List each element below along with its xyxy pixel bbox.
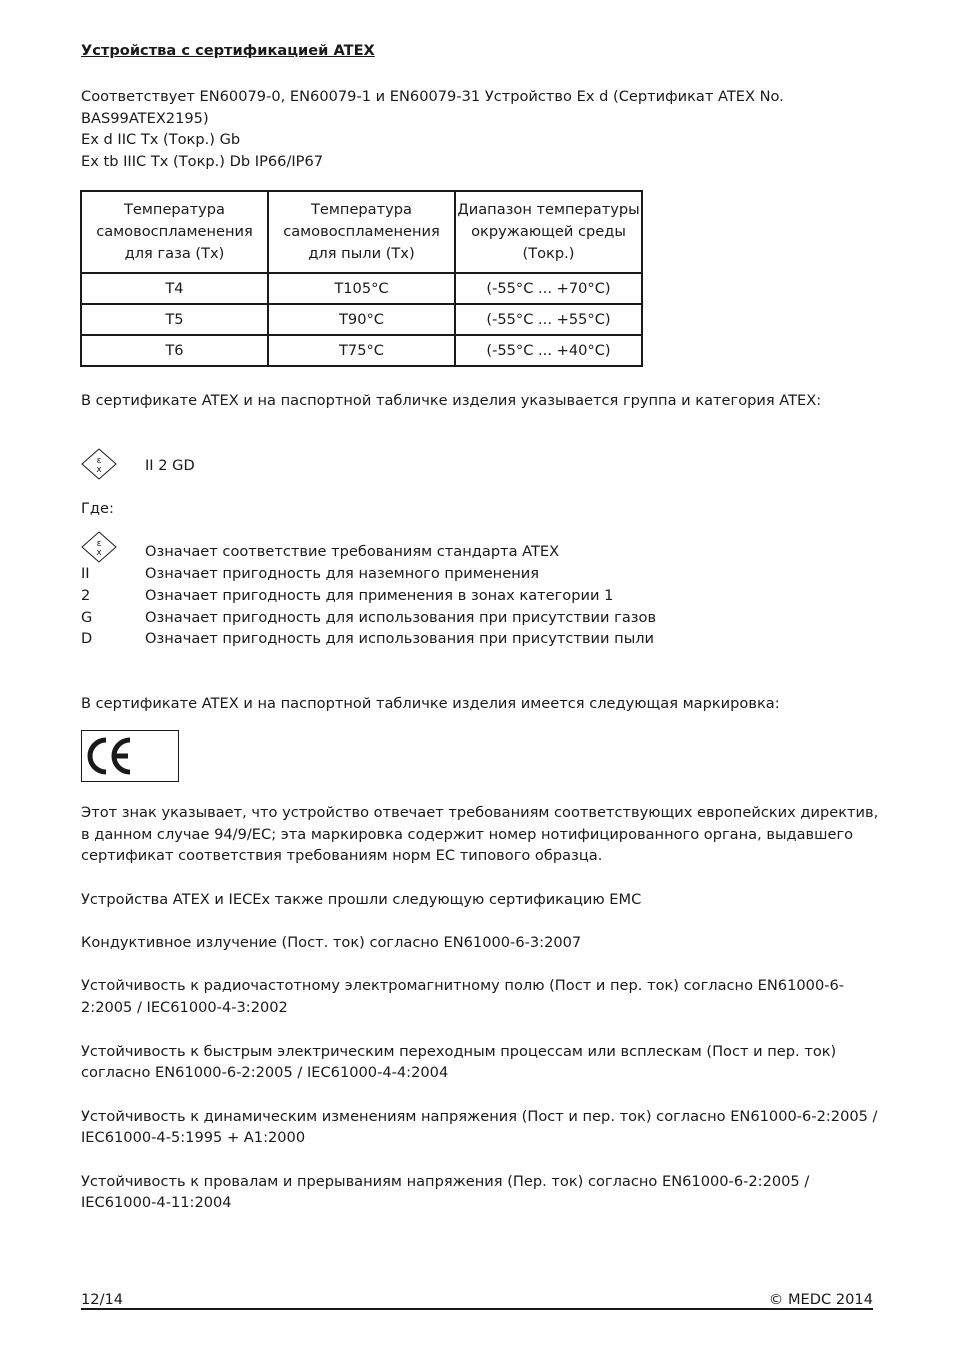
where-label: Где: (81, 500, 114, 517)
legend-item-key: 2 (81, 587, 91, 604)
copyright: © MEDC 2014 (768, 1291, 873, 1308)
section-heading: Устройства с сертификацией ATEX (81, 42, 375, 59)
compliance-line-3: Ex d IIC Tx (Токр.) Gb (81, 131, 241, 148)
table-row (81, 273, 642, 304)
svg-text:ε: ε (96, 539, 102, 549)
table-cell: T75°C (268, 335, 455, 366)
header-line: окружающей среды (471, 223, 626, 240)
compliance-line-1: Соответствует EN60079-0, EN60079-1 и EN60079-31 Устройство Ex d (Сертификат ATEX No. (81, 88, 784, 105)
legend-item-key: G (81, 609, 93, 626)
header-line: (Токр.) (522, 245, 575, 262)
legend-item-key: D (81, 630, 93, 647)
marking-intro: В сертификате ATEX и на паспортной табличке изделия имеется следующая маркировка: (81, 695, 780, 712)
ce-mark-icon (82, 731, 178, 781)
table-cell: T90°C (268, 304, 455, 335)
header-line: для пыли (Tx) (308, 245, 415, 262)
table-cell: (-55°C ... +40°C) (455, 335, 642, 366)
table-cell: (-55°C ... +70°C) (455, 273, 642, 304)
emc-item-1: Кондуктивное излучение (Пост. ток) согласно EN61000-6-3:2007 (81, 934, 582, 951)
svg-text:x: x (96, 465, 102, 475)
table-row (81, 304, 642, 335)
atex-marking: II 2 GD (145, 457, 195, 474)
table-header-cell (455, 191, 642, 273)
table-cell: T5 (81, 304, 268, 335)
temperature-table (80, 190, 643, 367)
atex-intro: В сертификате ATEX и на паспортной табличке изделия указывается группа и категория ATEX: (81, 392, 822, 409)
footer-divider (81, 1308, 873, 1310)
svg-text:x: x (96, 548, 102, 558)
ce-text-line-2: в данном случае 94/9/EC; эта маркировка содержит номер нотифицированного органа, выдавшего (81, 826, 854, 843)
table-header-cell (268, 191, 455, 273)
header-line: самовоспламенения (283, 223, 440, 240)
emc-item-2-line-1: Устойчивость к радиочастотному электромагнитному полю (Пост и пер. ток) согласно EN61000-6- (81, 977, 845, 994)
header-line: для газа (Tx) (124, 245, 225, 262)
table-cell: (-55°C ... +55°C) (455, 304, 642, 335)
compliance-line-2: BAS99ATEX2195) (81, 110, 209, 127)
table-header-row (81, 191, 642, 273)
emc-intro: Устройства ATEX и IECEx также прошли следующую сертификацию EMC (81, 891, 642, 908)
header-line: Температура (124, 201, 225, 218)
header-line: Диапазон температуры (457, 201, 640, 218)
legend-item-text: Означает соответствие требованиям стандарта ATEX (145, 543, 560, 560)
legend-item-text: Означает пригодность для использования при присутствии газов (145, 609, 657, 626)
legend-item-text: Означает пригодность для наземного применения (145, 565, 540, 582)
header-line: самовоспламенения (96, 223, 253, 240)
page-number: 12/14 (81, 1291, 124, 1308)
legend-item-key: II (81, 565, 90, 582)
emc-item-5-line-2: IEC61000-4-11:2004 (81, 1194, 232, 1211)
emc-item-2-line-2: 2:2005 / IEC61000-4-3:2002 (81, 999, 288, 1016)
ex-mark-icon (81, 531, 117, 563)
svg-text:ε: ε (96, 456, 102, 466)
table-row (81, 335, 642, 366)
legend-item-text: Означает пригодность для применения в зонах категории 1 (145, 587, 614, 604)
ce-text-line-1: Этот знак указывает, что устройство отвечает требованиям соответствующих европейских директив, (81, 804, 879, 821)
emc-item-3-line-2: согласно EN61000-6-2:2005 / IEC61000-4-4:2004 (81, 1064, 449, 1081)
table-header-cell (81, 191, 268, 273)
table-cell: T4 (81, 273, 268, 304)
emc-item-3-line-1: Устойчивость к быстрым электрическим переходным процессам или всплескам (Пост и пер. ток) (81, 1043, 837, 1060)
compliance-line-4: Ex tb IIIC Tx (Токр.) Db IP66/IP67 (81, 153, 324, 170)
emc-item-5-line-1: Устойчивость к провалам и прерываниям напряжения (Пер. ток) согласно EN61000-6-2:2005 / (81, 1173, 810, 1190)
ex-mark-icon (81, 448, 117, 480)
emc-item-4-line-2: IEC61000-4-5:1995 + A1:2000 (81, 1129, 306, 1146)
table-cell: T6 (81, 335, 268, 366)
table-cell: T105°C (268, 273, 455, 304)
ce-mark-box (81, 730, 179, 782)
ce-text-line-3: сертификат соответствия требованиям норм ЕС типового образца. (81, 847, 603, 864)
header-line: Температура (311, 201, 412, 218)
emc-item-4-line-1: Устойчивость к динамическим изменениям напряжения (Пост и пер. ток) согласно EN61000-6-2:2005 / (81, 1108, 878, 1125)
legend-item-text: Означает пригодность для использования при присутствии пыли (145, 630, 655, 647)
